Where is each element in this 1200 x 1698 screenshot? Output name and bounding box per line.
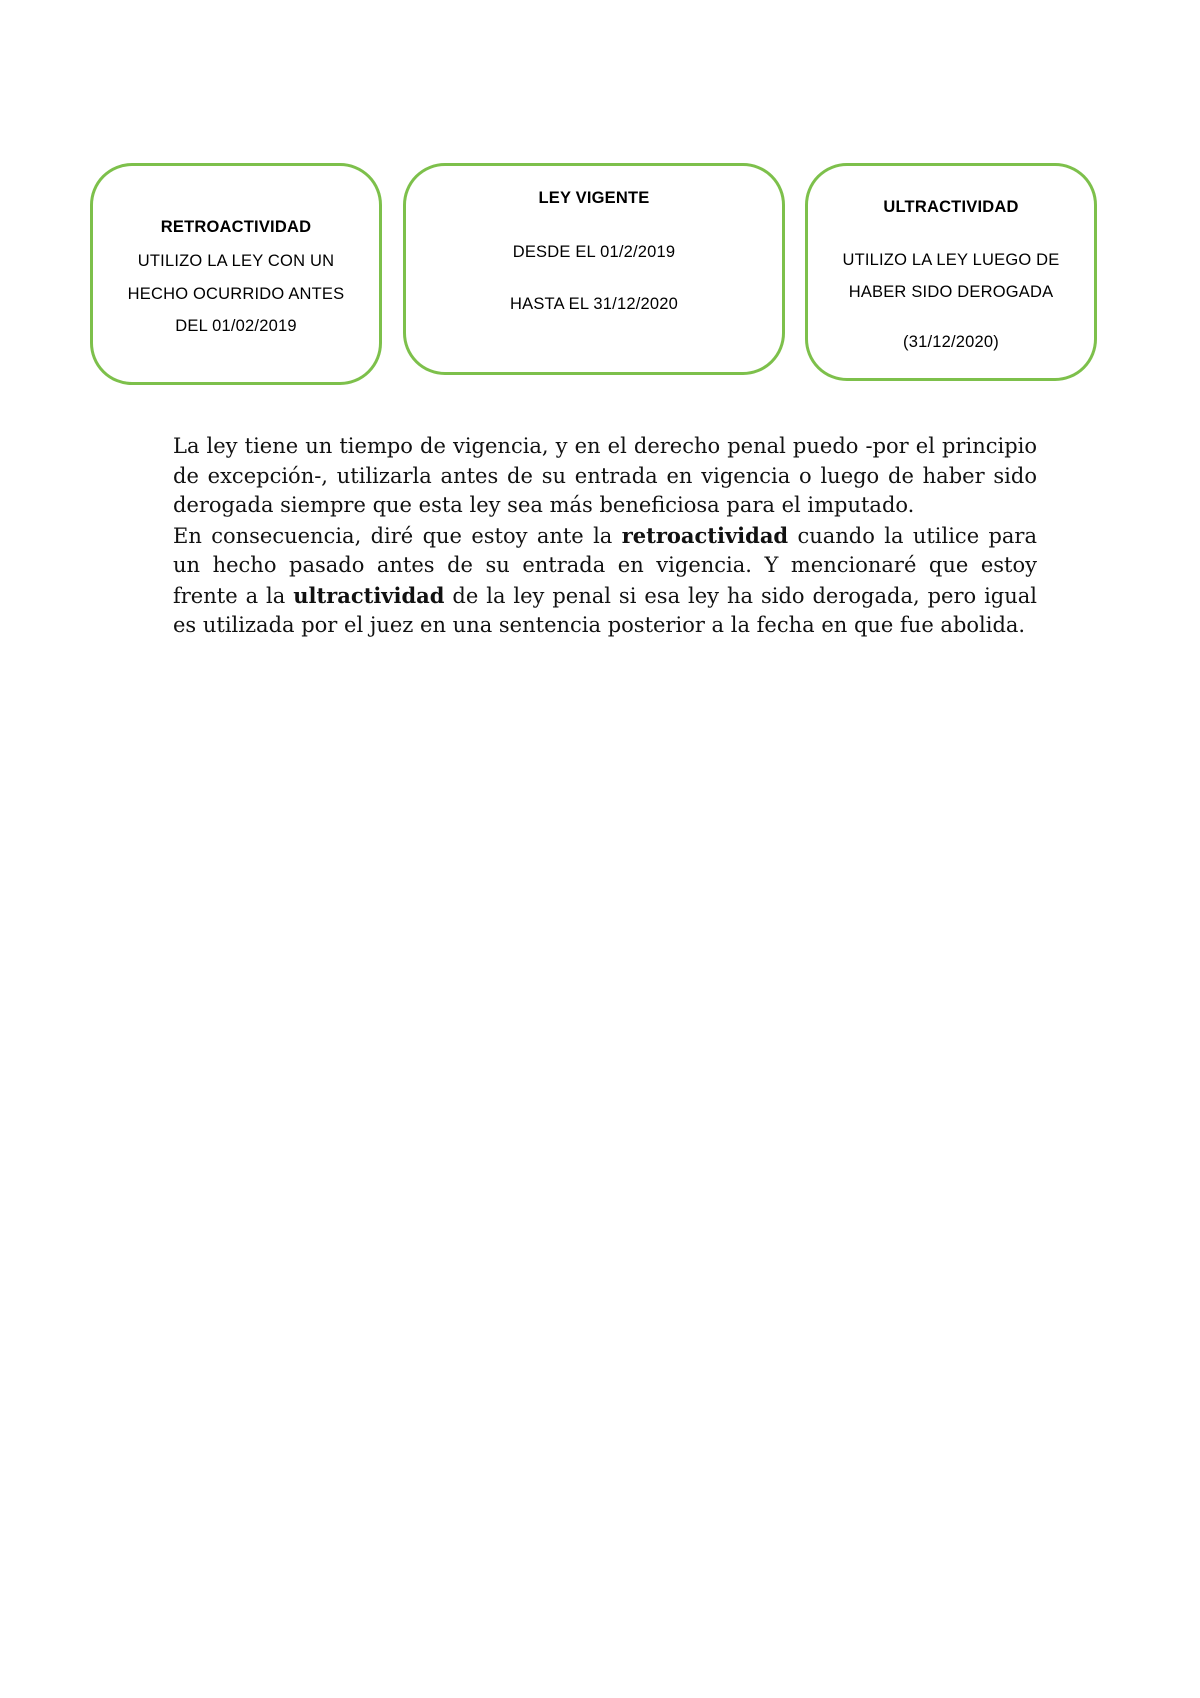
paragraph-2-part-3: de la ley penal si esa ley ha sido derogada, pero igual es utilizada por el juez en una sentencia posterior a la fecha en que fue abolida. [173, 583, 1037, 637]
retroactividad-title: RETROACTIVIDAD [160, 218, 312, 236]
retroactividad-line-1: UTILIZO LA LEY CON UN [137, 252, 335, 270]
retroactividad-box [90, 163, 382, 385]
ultractividad-box [805, 163, 1097, 381]
body-text [173, 432, 1037, 641]
ley-vigente-title: LEY VIGENTE [538, 189, 650, 207]
ultractividad-line-3: (31/12/2020) [903, 333, 999, 351]
retroactividad-term: retroactividad [621, 522, 789, 548]
retroactividad-line-3: DEL 01/02/2019 [175, 317, 297, 335]
ultractividad-line-2: HABER SIDO DEROGADA [848, 283, 1054, 301]
retroactividad-line-2: HECHO OCURRIDO ANTES [127, 285, 345, 303]
ultractividad-title: ULTRACTIVIDAD [883, 198, 1019, 216]
ley-vigente-hasta: HASTA EL 31/12/2020 [510, 295, 678, 313]
paragraph-2-part-1: En consecuencia, diré que estoy ante la [173, 523, 622, 548]
ultractividad-term: ultractividad [293, 582, 445, 608]
paragraph-2 [173, 521, 1037, 641]
paragraph-1: La ley tiene un tiempo de vigencia, y en el derecho penal puedo -por el principio de excepción-, utilizarla antes de su entrada en vigencia o luego de haber sido derogada siempre que esta ley sea más beneficiosa para el imputado. [173, 434, 1037, 517]
ultractividad-line-1: UTILIZO LA LEY LUEGO DE [842, 251, 1060, 269]
ley-vigente-desde: DESDE EL 01/2/2019 [512, 243, 676, 261]
ley-vigente-box [403, 163, 785, 375]
paragraph-2-part-2: cuando la utilice para un hecho pasado antes de su entrada en vigencia. Y mencionaré que estoy frente a la [173, 523, 1037, 608]
